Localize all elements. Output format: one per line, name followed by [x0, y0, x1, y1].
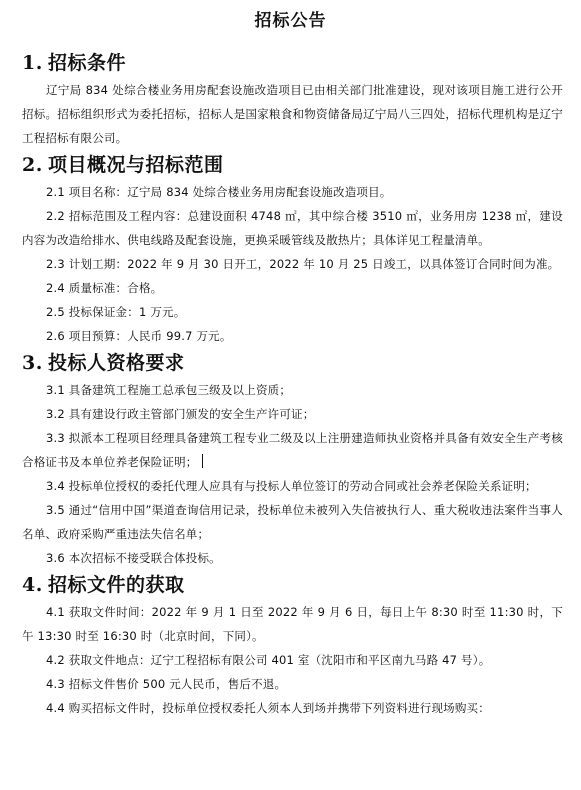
section-heading-2 [0, 150, 581, 180]
paragraph-3-2: 3.2 具有建设行政主管部门颁发的安全生产许可证； [46, 407, 315, 421]
section-number: 4. [22, 574, 43, 596]
paragraph-3-1: 3.1 具备建筑工程施工总承包三级及以上资质； [46, 383, 292, 397]
paragraph-3-3 [0, 426, 581, 474]
section-heading-1 [0, 48, 581, 78]
section-title: 投标人资格要求 [48, 352, 185, 374]
paragraph-4-2: 4.2 获取文件地点：辽宁工程招标有限公司 401 室（沈阳市和平区南九马路 47 号）。 [46, 653, 491, 667]
paragraph-2-3: 2.3 计划工期：2022 年 9 月 30 日开工，2022 年 10 月 25 日竣工，以具体签订合同时间为准。 [46, 257, 560, 271]
section-heading-3 [0, 348, 581, 378]
paragraph-2-1: 2.1 项目名称：辽宁局 834 处综合楼业务用房配套设施改造项目。 [46, 185, 392, 199]
section-title: 项目概况与招标范围 [48, 154, 224, 176]
paragraph-2-5: 2.5 投标保证金：1 万元。 [46, 305, 186, 319]
paragraph-3-5: 3.5 通过“信用中国”渠道查询信用记录，投标单位未被列入失信被执行人、重大税收违法案件当事人名单、政府采购严重违法失信名单； [22, 503, 563, 541]
paragraph-4-1: 4.1 获取文件时间：2022 年 9 月 1 日至 2022 年 9 月 6 日，每日上午 8:30 时至 11:30 时，下午 13:30 时至 16:30 时（北京时间，下同）。 [22, 605, 563, 643]
section-title: 招标文件的获取 [48, 574, 185, 596]
document-title: 招标公告 [254, 11, 327, 31]
paragraph-2-4: 2.4 质量标准：合格。 [46, 281, 163, 295]
section-title: 招标条件 [48, 52, 127, 74]
text-cursor [202, 454, 203, 468]
paragraph-3-6: 3.6 本次招标不接受联合体投标。 [46, 551, 221, 565]
paragraph-1: 辽宁局 834 处综合楼业务用房配套设施改造项目已由相关部门批准建设，现对该项目施工进行公开招标。招标组织形式为委托招标，招标人是国家粮食和物资储备局辽宁局八三四处，招标代理机构是辽宁工程招标有限公司。 [22, 83, 563, 145]
section-number: 3. [22, 352, 43, 374]
paragraph-4-3: 4.3 招标文件售价 500 元人民币，售后不退。 [46, 677, 287, 691]
paragraph-text: 3.3 拟派本工程项目经理具备建筑工程专业二级及以上注册建造师执业资格并具备有效安全生产考核合格证书及本单位养老保险证明； [22, 431, 563, 469]
section-number: 2. [22, 154, 43, 176]
section-number: 1. [22, 52, 43, 74]
paragraph-4-4: 4.4 购买招标文件时，投标单位授权委托人须本人到场并携带下列资料进行现场购买： [46, 701, 490, 715]
paragraph-2-2: 2.2 招标范围及工程内容：总建设面积 4748 ㎡，其中综合楼 3510 ㎡，业务用房 1238 ㎡，建设内容为改造给排水、供电线路及配套设施，更换采暖管线及散热片；具体详见工程量清单。 [22, 209, 563, 247]
section-heading-4 [0, 570, 581, 600]
paragraph-3-4: 3.4 投标单位授权的委托代理人应具有与投标人单位签订的劳动合同或社会养老保险关系证明； [46, 479, 537, 493]
paragraph-2-6: 2.6 项目预算：人民币 99.7 万元。 [46, 329, 232, 343]
